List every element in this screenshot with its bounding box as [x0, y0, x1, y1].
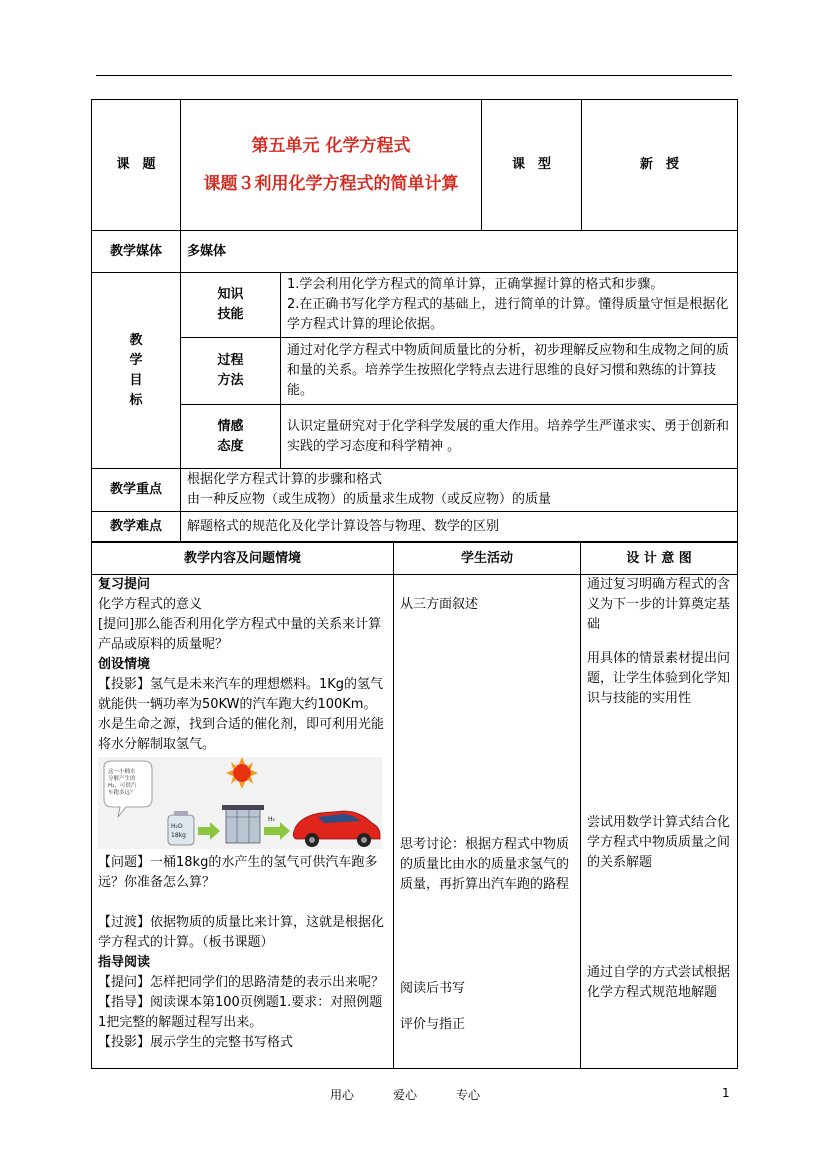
page-number: 1	[722, 1086, 730, 1100]
col-header-student: 学生活动	[394, 543, 581, 575]
footer-word: 专心	[455, 1088, 480, 1102]
content-paragraph: 【过渡】依据物质的质量比来计算，这就是根据化学方程式的计算。（板书课题）	[98, 915, 385, 950]
type-value: 新 授	[582, 100, 738, 231]
content-paragraph: 【投影】展示学生的完整书写格式	[98, 1035, 294, 1050]
header-rule	[96, 75, 732, 76]
content-paragraph: 【指导】阅读课本第100页例题1.要求：对照例题1把完整的解题过程写出来。	[98, 995, 383, 1030]
spacer	[98, 893, 387, 913]
student-activity: 从三方面叙述	[400, 597, 479, 612]
section-review-heading: 复习提问	[98, 577, 151, 592]
goals-label	[92, 273, 181, 469]
goals-label-char: 标	[129, 392, 143, 408]
unit-title: 第五单元 化学方程式	[251, 136, 411, 156]
difficulty-value: 解题格式的规范化及化学计算设答与物理、数学的区别	[181, 512, 738, 542]
goal-label-line: 态度	[217, 438, 244, 454]
lesson-label: 课 题	[92, 100, 181, 231]
media-label: 教学媒体	[92, 231, 181, 273]
footer-word: 爱心	[392, 1088, 417, 1102]
content-paragraph: 化学方程式的意义	[98, 597, 203, 612]
speech-bubble-text: 这一小桶水分解产生的 H₂，可供汽车跑多远？	[108, 769, 137, 796]
section-reading-heading: 指导阅读	[98, 955, 151, 970]
col-header-design: 设 计 意 图	[581, 543, 738, 575]
difficulty-label: 教学难点	[92, 512, 181, 542]
goal-attitude-label	[181, 405, 281, 469]
student-activity: 阅读后书写	[400, 981, 466, 996]
key-points-label: 教学重点	[92, 469, 181, 512]
student-activity-cell	[394, 575, 581, 1069]
media-value: 多媒体	[181, 231, 738, 273]
key-point-line: 由一种反应物（或生成物）的质量求生成物（或反应物）的质量	[187, 492, 552, 507]
svg-text:H₂O: H₂O	[171, 823, 183, 830]
teaching-process-table	[91, 542, 738, 1069]
lesson-info-table	[91, 99, 738, 542]
goal-label-line: 情感	[217, 418, 244, 434]
goals-label-char: 目	[129, 372, 143, 388]
key-points-value	[181, 469, 738, 512]
key-point-line: 根据化学方程式计算的步骤和格式	[187, 472, 383, 487]
design-intent: 通过复习明确方程式的含义为下一步的计算奠定基础	[587, 577, 731, 632]
hydrogen-car-illustration	[98, 757, 382, 849]
content-paragraph: [提问]那么能否利用化学方程式中量的关系来计算产品或原料的质量呢？	[98, 617, 382, 652]
footer-motto	[330, 1086, 480, 1103]
section-scenario-heading: 创设情境	[98, 657, 151, 672]
goal-label-line: 方法	[217, 373, 244, 388]
goal-label-line: 知识	[217, 287, 244, 302]
type-label: 课 型	[482, 100, 582, 231]
footer-word: 用心	[330, 1088, 355, 1102]
content-paragraph: 【提问】怎样把同学们的思路清楚的表示出来呢？	[98, 975, 385, 990]
content-paragraph: 【问题】一桶18kg的水产生的氢气可供汽车跑多远？你准备怎么算？	[98, 855, 378, 890]
goals-label-char: 教	[129, 332, 143, 348]
goal-process-label	[181, 338, 281, 405]
design-intent-cell	[581, 575, 738, 1069]
design-intent: 用具体的情景素材提出问题，让学生体验到化学知识与技能的实用性	[587, 651, 731, 706]
goals-label-char: 学	[129, 352, 143, 368]
content-cell	[92, 575, 394, 1069]
goal-label-line: 技能	[217, 307, 244, 322]
goal-process-text: 通过对化学方程式中物质间质量比的分析，初步理解反应物和生成物之间的质和量的关系。培养学生按照化学特点去进行思维的良好习惯和熟练的计算技能。	[281, 338, 738, 405]
h2-label: H₂	[268, 816, 275, 823]
col-header-content: 教学内容及问题情境	[92, 543, 394, 575]
content-paragraph: 【投影】氢气是未来汽车的理想燃料。1Kg的氢气就能供一辆功率为50KW的汽车跑大约100Km。水是生命之源，找到合适的催化剂，即可利用光能将水分解制取氢气。	[98, 677, 385, 752]
goal-knowledge-text: 1.学会利用化学方程式的简单计算，正确掌握计算的格式和步骤。 2.在正确书写化学方程式的基础上，进行简单的计算。懂得质量守恒是根据化学方程式计算的理论依据。	[281, 273, 738, 338]
goal-knowledge-label	[181, 273, 281, 338]
design-intent: 尝试用数学计算式结合化学方程式中物质质量之间的关系解题	[587, 815, 731, 870]
student-activity: 思考讨论：根据方程式中物质的质量比由水的质量求氢气的质量，再折算出汽车跑的路程	[400, 837, 570, 892]
goal-label-line: 过程	[217, 353, 244, 368]
lesson-title-cell	[181, 100, 482, 231]
design-intent: 通过自学的方式尝试根据化学方程式规范地解题	[587, 965, 731, 1000]
student-activity: 评价与指正	[400, 1017, 466, 1032]
svg-text:18kg: 18kg	[171, 832, 186, 839]
solar-reactor-icon	[222, 805, 264, 843]
lesson-title: 课题３利用化学方程式的简单计算	[203, 174, 459, 194]
water-bottle-icon	[168, 811, 194, 845]
goal-attitude-text: 认识定量研究对于化学科学发展的重大作用。培养学生严谨求实、勇于创新和实践的学习态度和科学精神 。	[281, 405, 738, 469]
